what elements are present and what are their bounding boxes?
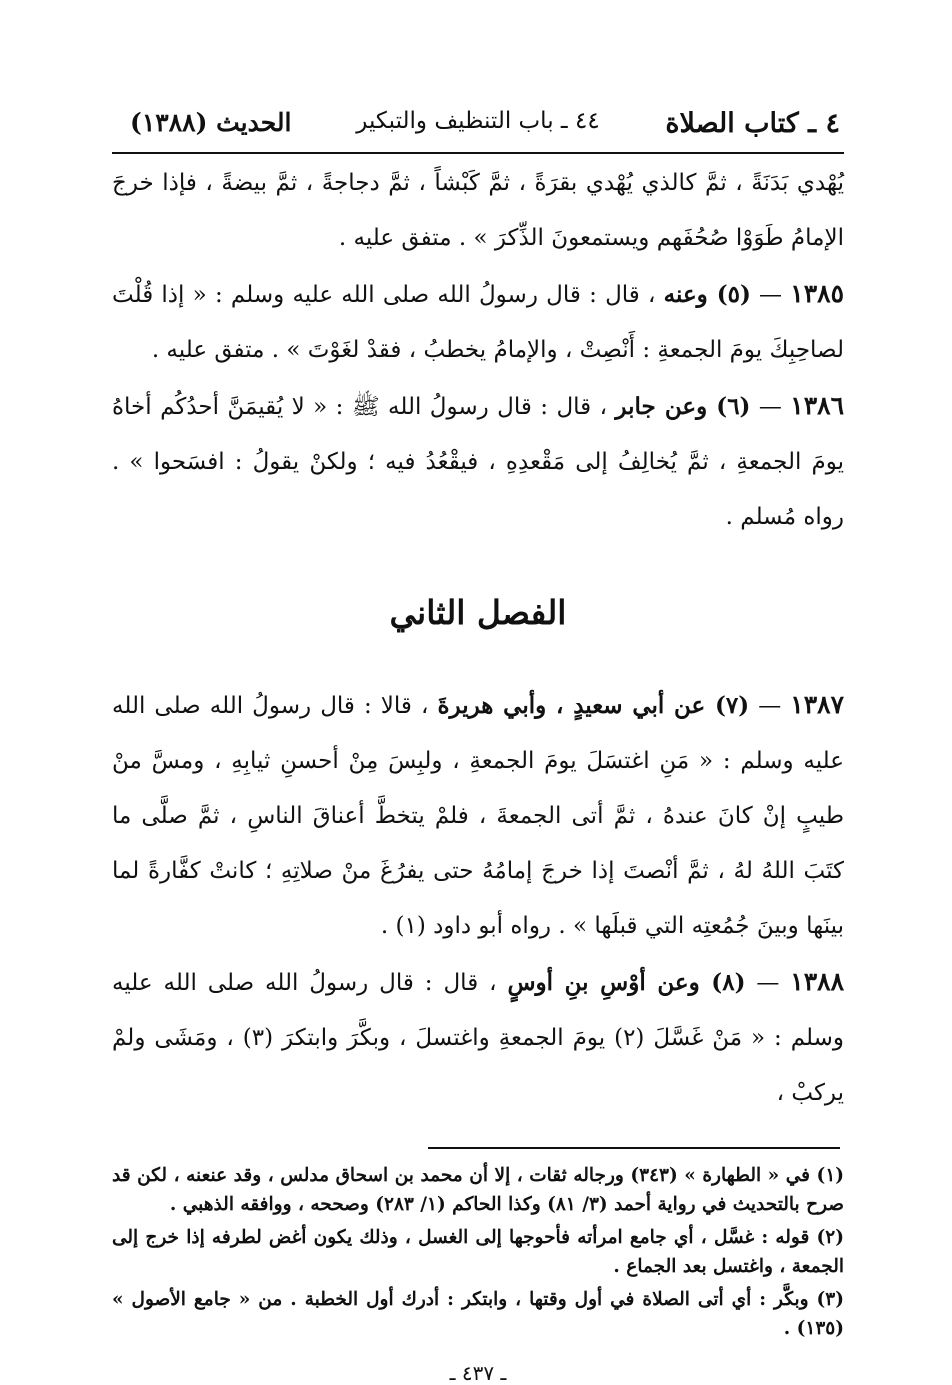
- dash: —: [750, 394, 782, 420]
- hadith-text: ، قال : قال رسولُ الله صلى الله عليه وسلم : « مَنْ غَسَّلَ (٢) يومَ الجمعةِ واغتسلَ ، وبكَّرَ وابتكرَ (٣) ، ومَشَى ولمْ يركبْ ،: [112, 970, 844, 1106]
- section-heading: الفصل الثاني: [389, 593, 567, 632]
- hadith-source: (٥) وعنه: [663, 281, 751, 308]
- header-hadith-ref: الحديث (١٣٨٨): [130, 108, 292, 137]
- hadith-source: (٨) وعن أوْسِ بنِ أوسٍ: [507, 969, 746, 996]
- hadith-text: ، قالا : قال رسولُ الله صلى الله عليه وسلم : « مَنِ اغتسَلَ يومَ الجمعةِ ، ولبِسَ مِنْ أحسنِ ثيابِهِ ، ومسَّ منْ طيبٍ إنْ كانَ عندهُ ، ثمَّ أتى الجمعةَ ، فلمْ يتخطَّ أعناقَ الناسِ ، ثمَّ صلَّى ما كتَبَ اللهُ لهُ ، ثمَّ أنْصتَ إذا خرجَ إمامُهُ حتى يفرُغَ منْ صلاتِهِ ؛ كانتْ كفَّارةً لما بينَها وبينَ جُمُعتِه التي قبلَها » . رواه أبو داود (١) .: [112, 693, 844, 939]
- header-chapter-title: ٤٤ ـ باب التنظيف والتبكير: [356, 108, 600, 134]
- running-header: [112, 96, 844, 154]
- continuation-paragraph: يُهْدي بَدَنَةً ، ثمَّ كالذي يُهْدي بقرَةً ، ثمَّ كَبْشاً ، ثمَّ دجاجةً ، ثمَّ بيضةً ، فإذا خرجَ الإمامُ طَوَوْا صُحُفَهم ويستمعونَ الذِّكرَ » . متفق عليه .: [112, 170, 844, 251]
- footnote-3: (٣) وبكَّر : أي أتى الصلاة في أول وقتها ، وابتكر : أدرك أول الخطبة . من « جامع الأصول » (١٣٥) .: [112, 1289, 844, 1339]
- dash: —: [745, 970, 780, 996]
- hadith-source: (٦) وعن جابر: [615, 393, 751, 420]
- dash: —: [749, 693, 782, 719]
- hadith-number: ١٣٨٨: [790, 967, 845, 996]
- hadith-number: ١٣٨٦: [790, 391, 844, 420]
- hadith-text: ، قال : قال رسولُ الله صلى الله عليه وسلم : « إذا قُلْتَ لصاحِبِكَ يومَ الجمعةِ : أَنْصِتْ ، والإمامُ يخطبُ ، فقدْ لغَوْتَ » . متفق عليه .: [112, 282, 844, 363]
- header-book-title: ٤ ـ كتاب الصلاة: [665, 108, 840, 139]
- book-page: [112, 96, 845, 1385]
- footnote-2: (٢) قوله : غسَّل ، أي جامع امرأته فأحوجها إلى الغسل ، وذلك يكون أغض لطرفه إذا خرج إلى الجمعة ، واغتسل بعد الجماع .: [112, 1227, 844, 1277]
- dash: —: [750, 282, 783, 308]
- page-number: ـ ٤٣٧ ـ: [449, 1361, 507, 1385]
- hadith-number: ١٣٨٧: [790, 690, 845, 719]
- hadith-paragraph-1386: [112, 378, 844, 545]
- hadith-paragraph-1388: [112, 954, 844, 1121]
- footnote-separator: [428, 1147, 840, 1149]
- hadith-source: (٧) عن أبي سعيدٍ ، وأبي هريرةَ: [437, 692, 750, 719]
- hadith-paragraph-1387: [112, 677, 844, 954]
- footnote-1: (١) في « الطهارة » (٣٤٣) ورجاله ثقات ، إلا أن محمد بن اسحاق مدلس ، وقد عنعنه ، لكن قد صرح بالتحديث في رواية أحمد (٣/ ٨١) وكذا الحاكم (١/ ٢٨٣) وصححه ، ووافقه الذهبي .: [112, 1165, 845, 1215]
- hadith-number: ١٣٨٥: [790, 279, 845, 308]
- hadith-paragraph-1385: [112, 266, 844, 378]
- hadith-text: ، قال : قال رسولُ الله ﷺ : « لا يُقيمَنَّ أحدُكُم أخاهُ يومَ الجمعةِ ، ثمَّ يُخالِفُ إلى مَقْعدِهِ ، فيقْعُدُ فيه ؛ ولكنْ يقولُ : افسَحوا » . رواه مُسلم .: [112, 394, 844, 530]
